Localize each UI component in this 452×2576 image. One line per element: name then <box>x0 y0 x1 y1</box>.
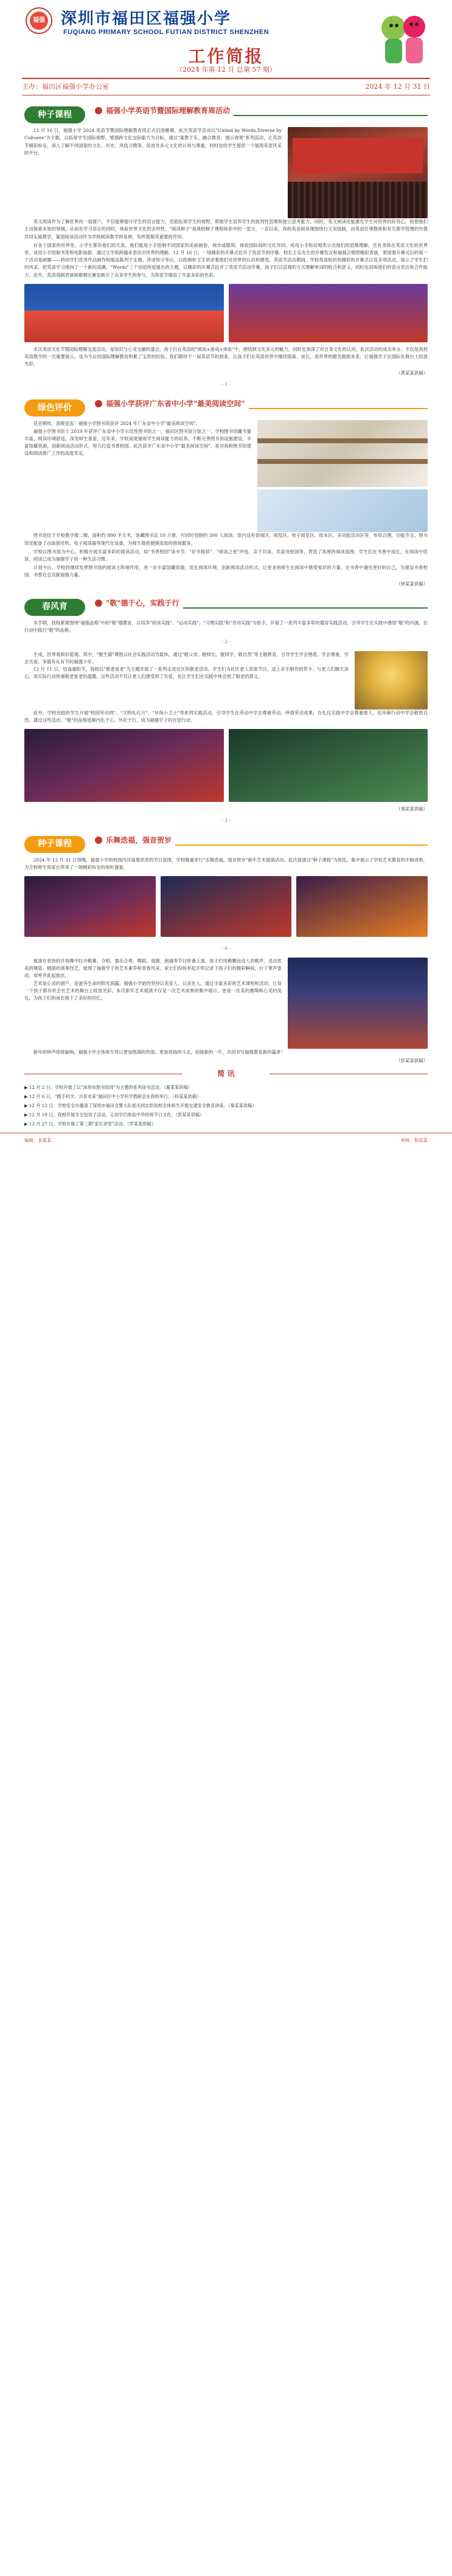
brief-item: ▶ 12 月 6 日，"携手科学，共育未来"福田区中小学科学教研会在我校举行。（科某某供稿） <box>24 1094 201 1100</box>
paragraph: 福强小学图书馆于 2019 年获评广东省中小学示范性图书馆之一，福田区图书馆分馆之一，学校图书馆藏书量丰富，阅读环境舒适，深受师生喜爱。近年来，学校高度重视学生阅读能力的培养，不断完善图书馆设施建设，丰富馆藏资源，创新阅读活动形式，努力打造书香校园。此次获评广东省中小学"最美阅读空间"，是对我校图书馆建设和阅读推广工作的高度肯定。 <box>24 428 251 457</box>
section-tag: 绿色评价 <box>24 399 85 416</box>
paragraph: 生成，世界观和价值观。其中，"敬生德"课程以社会实践活动为载体，通过"敬父母、敬师长、敬同学、敬自然"等主题教育，引导学生学会感恩，学会尊重，学会关爱，争做有礼有节的福强少年。 <box>24 651 349 665</box>
section-body-4 <box>0 958 452 1049</box>
reviewer-credit: 审核：程某某 <box>400 1137 428 1143</box>
photo-row <box>0 280 452 346</box>
stage-backdrop <box>293 138 423 173</box>
paragraph: 12 月 11 日，恰逢重阳节，我校以"敬老爱老"为主题开展了一系列走进社区的敬老活动。学生们为社区老人表演节目、送上亲手制作的贺卡、与老人们聊天谈心，用实际行动传递敬老爱老的温暖。这些活动不仅让老人们感受到了关爱，也让学生们在实践中体会到了敬老的意义。 <box>24 666 349 680</box>
editor-credit: 编辑：金某某 <box>24 1137 52 1143</box>
section-header-2 <box>0 397 452 420</box>
bullet-icon <box>95 107 102 114</box>
article-text <box>0 346 452 368</box>
section-title-text: 福强小学英语节暨国际理解教育周活动 <box>106 106 231 116</box>
section-header-4 <box>0 834 452 857</box>
article-text <box>0 1049 452 1056</box>
meta-bar <box>22 78 430 95</box>
article-text <box>0 710 452 724</box>
paragraph: 艺术是心灵的窗户，是滋养生命的阳光雨露。福强小学始终坚持以美育人、以美化人，通过丰富多彩的艺术课程和活动，让每一个孩子都有机会在艺术的舞台上绽放光彩。本次新年艺术展演不仅是一次艺术成果的集中展示，更是一次美的熏陶和心灵的洗礼，为孩子们的成长留下了美好的回忆。 <box>24 980 282 1001</box>
section-title-text: 乐舞迭福，强音贺岁 <box>106 836 172 845</box>
paragraph: 本次英语文化节暨国际理解交流活动，是知识与心灵交融的盛会，孩子们在英语的"阅读+游戏+体验"中，感悟到文化多元的魅力，同时也加深了对自身文化的认同。此次活动的成功举办，不仅是我校英语教学的一次重要展示，也为今后的国际理解教育积累了宝贵的经验。我们期待下一届英语节的到来，让孩子们在英语世界中继续探索、成长，用世界的眼光拥抱未来，让福强学子在国际化舞台上绽放光彩。 <box>24 346 428 367</box>
article-signature: （钟某某供稿） <box>396 581 428 587</box>
article-signature: （彭某某供稿） <box>396 1058 428 1064</box>
library-photos <box>257 420 428 532</box>
photo-row <box>0 872 452 941</box>
library-photo <box>257 420 428 487</box>
newsletter-title: 工作简报 <box>188 46 264 66</box>
group-photo <box>229 284 428 342</box>
article-text <box>0 532 452 579</box>
article-text <box>24 127 282 218</box>
section-title <box>91 105 234 117</box>
bullet-icon <box>95 837 102 844</box>
issue-number: （2024 年第 12 月 总第 57 期） <box>176 66 276 74</box>
performance-photo <box>24 876 156 937</box>
section-tag: 春风育 <box>24 599 85 616</box>
section-title <box>91 598 183 610</box>
brief-item: ▶ 12 月 2 日，学校开展了以"深圳市图书馆周"为主题的系列读书活动。（谢某某供稿） <box>24 1085 192 1091</box>
section-title <box>91 835 175 847</box>
paragraph: 新年的钟声即将敲响，福强小学全体师生将以更加饱满的热情、更加昂扬的斗志，迎接新的一年，共同书写福强教育新的篇章！ <box>33 1049 285 1055</box>
section-tag: 种子课程 <box>24 106 85 123</box>
paragraph: 佳音频传，喜报连连！福强小学图书馆获评 2024 年广东省中小学"最美阅读空间"。 <box>33 421 200 427</box>
host-label: 主办：福田区福强小学办公室 <box>22 83 109 91</box>
school-name-en: FUQIANG PRIMARY SCHOOL FUTIAN DISTRICT SHENZHEN <box>63 29 269 36</box>
section-title-text: "敬"德于心，实践于行 <box>106 598 179 607</box>
brief-item: ▶ 12 月 19 日，我校开展冬至包饺子活动，让同学们体验中华传统节日文化。（彭某某供稿） <box>24 1111 204 1117</box>
paragraph: 12 月 16 日，福强小学 2024 英语节暨国际理解教育周正式启用帷幕。此次英语节活动以"United by Words,Diverse by Cultures"为主题，以拓宽学生国际视野、增强跨文化交际能力为目标，通过"寓教于乐、融合教育、展示效果"系列活动，让英语节精彩纷呈，深入了解不同国家的文化、历史、风俗习惯等，促进对多元文化的认知与尊重。同时也给学生提供一个展现英语风采的平台。 <box>24 128 282 156</box>
section-header-1 <box>0 104 452 127</box>
article-text <box>24 958 282 1049</box>
paragraph: 图书馆位于学校教学楼二楼，面积约 800 平方米，馆藏图书近 10 万册，可同时容纳约 300 人阅读。馆内设有借阅区、阅览区、电子阅览区、绘本区、多功能活动区等，布局合理，功能齐全。图书馆还配备了自助借还机、电子阅读器等现代化设备，为师生提供便捷高效的借阅服务。 <box>24 533 428 546</box>
brief-item: ▶ 12 月 27 日，学校开展了第三期"家长讲堂"活动。（罗某某供稿） <box>24 1121 156 1127</box>
page-number: - 2 - <box>221 640 231 645</box>
bullet-icon <box>95 400 102 407</box>
page-number: - 4 - <box>221 946 231 951</box>
paragraph: 英文阅读作为了解世界的一扇窗户，不仅能够提升学生的语言能力，还能拓宽学生的视野，帮助学生培养学生的批判性思维和独立思考能力。同时，英文阅读还能激发学生对世界的好奇心，促使他们主动探索未知的领域，从而在学习语言的同时，体验世界文化的多样性。"阅读种子"是我校种子课程体系中的一部分，一直以来，我校英语阅读课围绕行文双线制，由英语任课教师和有关教学管理的外教共同实施教学，策划阅读活动作为学校阅读教学的延伸，发挥着极其重要的作用。 <box>24 219 428 240</box>
page-number: - 3 - <box>221 818 231 824</box>
school-logo <box>26 7 52 34</box>
school-name-cn: 深圳市福田区福强小学 <box>61 10 232 28</box>
audience <box>288 182 428 218</box>
article-signature: （黄某某供稿） <box>396 370 428 376</box>
footer <box>0 1133 452 1148</box>
ceremony-photo <box>288 127 428 218</box>
section-title <box>91 398 249 410</box>
performance-photo <box>296 876 428 937</box>
bookshelf <box>257 438 428 443</box>
section-title-text: 福强小学获评广东省中小学"最美阅读空间" <box>106 399 245 409</box>
article-text <box>0 218 452 279</box>
page-number: - 1 - <box>221 382 231 387</box>
section-body-3 <box>0 651 452 710</box>
article-signature: （秦某某供稿） <box>396 806 428 812</box>
article-text <box>24 420 251 532</box>
article-text <box>0 857 452 871</box>
paragraph: 学校以图书馆为中心，积极开展丰富多彩的阅读活动，如"书香校园"读书节、"好书推荐"、"阅读之星"评选、亲子共读、名家进校园等，营造了浓厚的阅读氛围。学生们在书香中成长，在阅读中收获，阅读已成为福强学子的一种生活习惯。 <box>24 548 428 562</box>
newsletter-page <box>0 0 452 1148</box>
school-logo-text: 福强 <box>30 12 48 30</box>
news-brief <box>0 1068 452 1127</box>
article-text <box>0 620 452 634</box>
section-body-1 <box>0 127 452 218</box>
group-photo <box>24 284 224 342</box>
brief-title: 简 讯 <box>24 1068 428 1080</box>
award-photo <box>355 651 428 710</box>
bullet-icon <box>95 599 102 607</box>
photo-row <box>0 725 452 806</box>
issue-date: 2024 年 12 月 31 日 <box>365 83 430 91</box>
library-photo <box>257 489 428 532</box>
section-tag: 种子课程 <box>24 836 85 853</box>
section-body-2 <box>0 420 452 532</box>
performance-photo <box>161 876 292 937</box>
brief-item: ▶ 12 月 13 日，学校安全办邀请了深圳市福田交警大队相关同志给我校全体师生开展交通安全教育讲座。（秦某某供稿） <box>24 1103 257 1108</box>
paragraph: 展演在欢快的开场舞中拉开帷幕。合唱、器乐合奏、舞蹈、戏剧、朗诵等节目轮番上演，孩子们用稚嫩而动人的歌声、灵动优美的舞姿、精湛的演奏技艺，展现了福强学子的艺术素养和青春风采。家长们纷纷举起手机记录下孩子们的精彩瞬间，台下掌声雷动，欢呼声此起彼伏。 <box>24 958 282 979</box>
paragraph: 在各个国家的世界里，小学生都有他们的天真，他们能用小手绘制不同国家的美丽画卷，城市或服饰，体验国际间的文化异同。戒用小手贴切地表示出他们的思维理解，还有身体在英语文化的世界里，成用小手绘制书签和电影海报。通过文学和跨越来表达对世界的理解。12 月 16 日，一场精彩的开幕式拉开了英语节的序幕。校长王乐先生的开幕发言和福强合唱团精彩表演，紧接着开幕式后的第一个活动是画廊——将同学们优秀作品画作和展品陈列于走廊，讲述和分享后，以绘画和文字讲述着他们对世界的认识和感受。英语节活动期间，学校英语组织和精彩的开幕式以及多项活动，展示了学生们的风采，把英语学习推向了一个新的高潮。"Words"三个词语所延展出的主题，以精彩的开幕式拉开了英语节活动序幕，孩子们以直观的方式理解单词的组合和意义，同时也训练他们的语言表达和合作能力。此外，英语戏剧表演和歌唱比赛也吸引了众多学生的参与，为英语节增添了丰富多彩的色彩。 <box>24 242 428 278</box>
section-header-3 <box>0 596 452 620</box>
paragraph: 2024 年 12 月 31 日傍晚，福强小学的校园内洋溢着浓浓的节日氛围，学校隆重举行"乐舞迭福，强音贺岁"新年艺术展演活动。此次展演以"种子课程"为依托，集中展示了学校艺术教育的丰硕成果，为全校师生和家长带来了一场精彩纷呈的视听盛宴。 <box>24 857 428 871</box>
activity-photo <box>229 729 428 802</box>
paragraph: 此外，学校还组织学生开展"校园劳动周"、"文明礼仪月"、"环保小卫士"等系列实践活动，引导学生在劳动中学会尊重劳动、珍惜劳动成果，在礼仪实践中学会尊重他人，在环保行动中学会敬畏自然。通过这些活动，"敬"的品格逐渐内化于心、外化于行，成为福强学子的自觉行动。 <box>24 710 428 723</box>
article-text <box>24 651 349 710</box>
header <box>0 0 452 78</box>
paragraph: 本学期，我校紧紧围绕"福强品格"中的"敬"德教育，以培养"阅读实践"、"运动实践"、"习惯实践"和"劳动实践"为抓手，开展了一系列丰富多彩的德育实践活动，引导学生在实践中感悟"敬"的内涵，在行动中践行"敬"的品格。 <box>24 620 428 634</box>
stage-photo <box>288 958 428 1049</box>
activity-photo <box>24 729 224 802</box>
bookshelf <box>257 459 428 464</box>
paragraph: 计划今后，学校将继续发挥图书馆的阅读主阵地作用，进一步丰富馆藏资源，优化阅读环境，创新阅读活动形式，让更多的师生在阅读中感受知识的力量，在书香中遇见更好的自己，为建设书香校园、书香社会贡献福强力量。 <box>24 565 428 578</box>
